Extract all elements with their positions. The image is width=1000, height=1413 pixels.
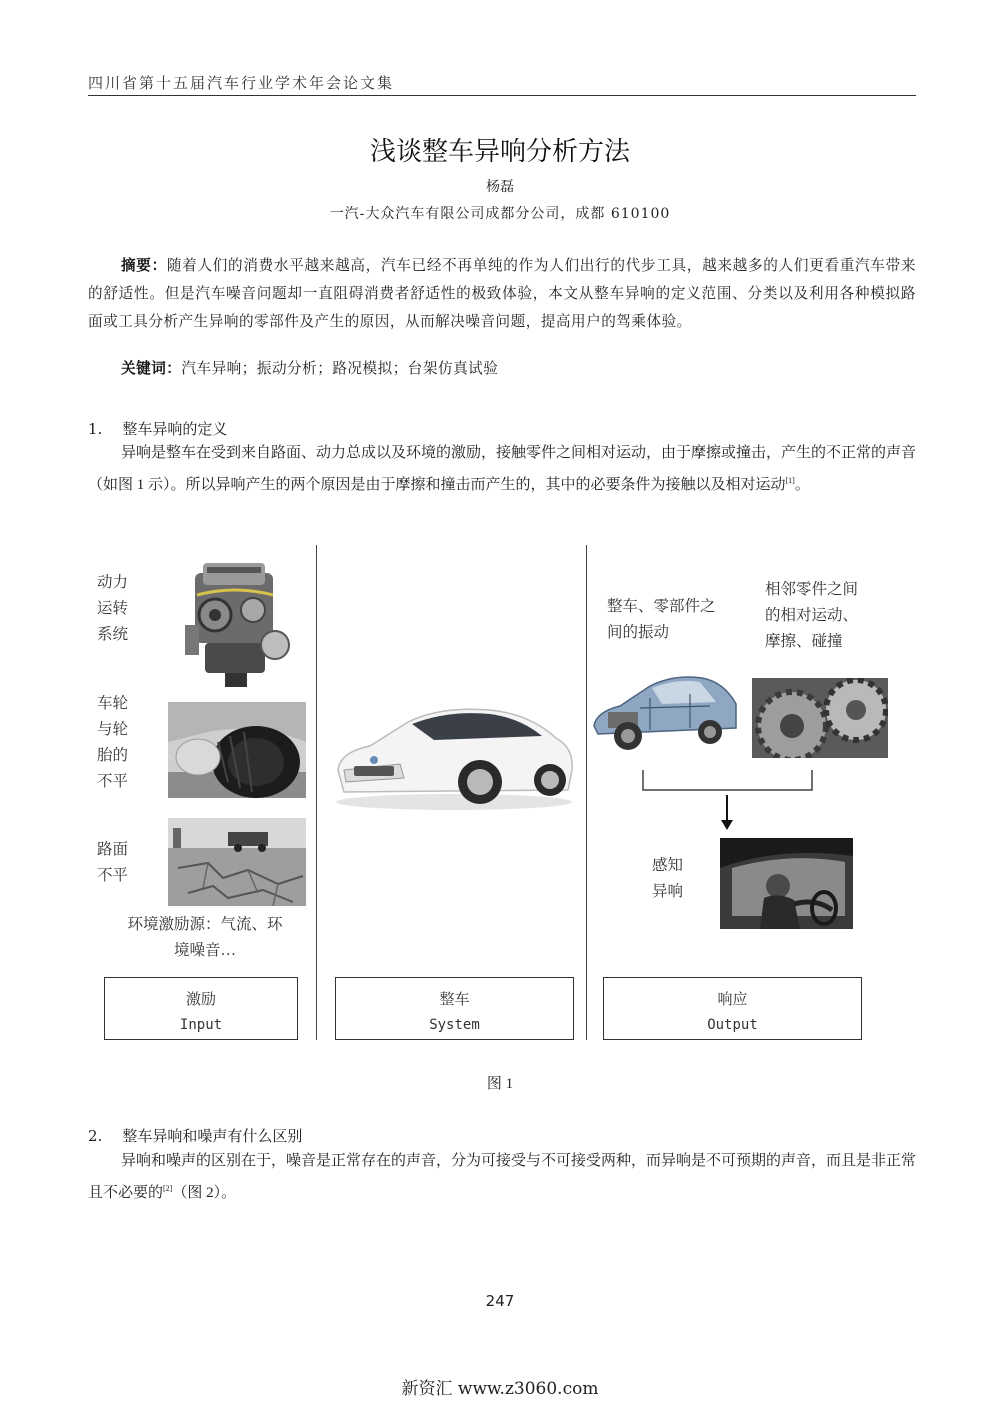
section2-body bbox=[88, 1148, 916, 1207]
figure-divider-left bbox=[316, 545, 317, 1040]
section2-text: 异响和噪声的区别在于，噪音是正常存在的声音，分为可接受与不可接受两种，而异响是不可预期的声音，而且是非正常且不必要的 bbox=[88, 1153, 917, 1201]
keywords bbox=[121, 357, 911, 381]
header-rule bbox=[88, 95, 916, 96]
section2-heading bbox=[88, 1124, 302, 1148]
abstract-label: 摘要： bbox=[121, 257, 167, 274]
label-powertrain-line-3: 系统 bbox=[97, 626, 129, 643]
label-env-line-1: 环境激励源：气流、环 bbox=[127, 916, 283, 933]
section2-number: 2. bbox=[88, 1127, 103, 1145]
label-relative-line-2: 的相对运动、 bbox=[765, 607, 859, 624]
input-box-en: Input bbox=[179, 1017, 223, 1033]
engine-image bbox=[175, 555, 300, 690]
label-road bbox=[97, 837, 128, 889]
label-perceive-line-1: 感知 bbox=[652, 857, 684, 874]
label-vibration-line-2: 间的振动 bbox=[607, 624, 670, 641]
label-tire-line-2: 与轮 bbox=[97, 721, 129, 738]
system-box-en: System bbox=[429, 1017, 480, 1033]
label-tire-line-3: 胎的 bbox=[97, 747, 129, 764]
input-box bbox=[104, 977, 298, 1040]
section1-text-end: 。 bbox=[794, 477, 810, 493]
section1-heading bbox=[88, 417, 227, 441]
road-image bbox=[168, 818, 306, 906]
section2-title: 整车异响和噪声有什么区别 bbox=[122, 1127, 303, 1145]
tire-image bbox=[168, 702, 306, 798]
driver-image bbox=[720, 838, 853, 929]
journal-header: 四川省第十五届汽车行业学术年会论文集 bbox=[88, 74, 395, 92]
car-image bbox=[330, 700, 578, 812]
input-box-cn: 激励 bbox=[185, 992, 216, 1008]
paper-author: 杨磊 bbox=[486, 179, 514, 195]
label-vibration-line-1: 整车、零部件之 bbox=[607, 598, 716, 615]
paper-title: 浅谈整车异响分析方法 bbox=[369, 137, 630, 167]
section1-body bbox=[88, 440, 916, 499]
output-box bbox=[603, 977, 862, 1040]
abstract-text: 随着人们的消费水平越来越高，汽车已经不再单纯的作为人们出行的代步工具，越来越多的人们更看重汽车带来的舒适性。但是汽车噪音问题却一直阻碍消费者舒适性的极致体验，本文从整车异响的定义范围、分类以及利用各种模拟路面或工具分析产生异响的零部件及产生的原因，从而解决噪音问题，提高用户的驾乘体验。 bbox=[88, 257, 916, 330]
output-box-en: Output bbox=[707, 1017, 758, 1033]
label-env-line-2: 境噪音… bbox=[173, 942, 236, 959]
label-road-line-1: 路面 bbox=[97, 841, 129, 858]
label-tire bbox=[97, 691, 128, 795]
label-relative-motion bbox=[765, 577, 858, 655]
label-powertrain bbox=[97, 570, 128, 648]
label-vibration bbox=[607, 594, 716, 646]
footer-watermark: 新资汇 www.z3060.com bbox=[401, 1379, 599, 1399]
label-perceive-line-2: 异响 bbox=[652, 883, 684, 900]
label-environment bbox=[100, 912, 310, 964]
label-road-line-2: 不平 bbox=[97, 867, 129, 884]
figure-1-caption: 图 1 bbox=[486, 1076, 514, 1092]
figure-divider-right bbox=[586, 545, 587, 1040]
label-relative-line-3: 摩擦、碰撞 bbox=[765, 633, 843, 650]
keywords-text: 汽车异响；振动分析；路况模拟；台架仿真试验 bbox=[181, 360, 499, 377]
section1-text: 异响是整车在受到来自路面、动力总成以及环境的激励，接触零件之间相对运动，由于摩擦或撞击，产生的不正常的声音（如图 1 示）。所以异响产生的两个原因是由于摩擦和撞击而产生的，其中的必要条件为接触以及相对运动 bbox=[88, 445, 917, 493]
section2-text-end: （图 2）。 bbox=[172, 1185, 237, 1201]
system-box-cn: 整车 bbox=[439, 992, 470, 1008]
abstract bbox=[88, 252, 916, 336]
bracket-arrow bbox=[640, 768, 815, 832]
paper-affiliation: 一汽-大众汽车有限公司成都分公司，成都 610100 bbox=[329, 206, 671, 222]
label-tire-line-4: 不平 bbox=[97, 773, 129, 790]
section1-title: 整车异响的定义 bbox=[122, 420, 228, 438]
xray-car-image bbox=[590, 668, 740, 758]
label-perceive bbox=[652, 853, 683, 905]
label-tire-line-1: 车轮 bbox=[97, 695, 129, 712]
label-powertrain-line-1: 动力 bbox=[97, 574, 129, 591]
page-number: 247 bbox=[485, 1292, 515, 1310]
section1-number: 1. bbox=[88, 420, 103, 438]
output-box-cn: 响应 bbox=[717, 992, 748, 1008]
section1-ref: [1] bbox=[785, 476, 795, 485]
keywords-label: 关键词： bbox=[121, 360, 182, 377]
section2-ref: [2] bbox=[163, 1184, 173, 1193]
label-powertrain-line-2: 运转 bbox=[97, 600, 129, 617]
system-box bbox=[335, 977, 574, 1040]
gears-image bbox=[752, 678, 888, 758]
label-relative-line-1: 相邻零件之间 bbox=[765, 581, 859, 598]
